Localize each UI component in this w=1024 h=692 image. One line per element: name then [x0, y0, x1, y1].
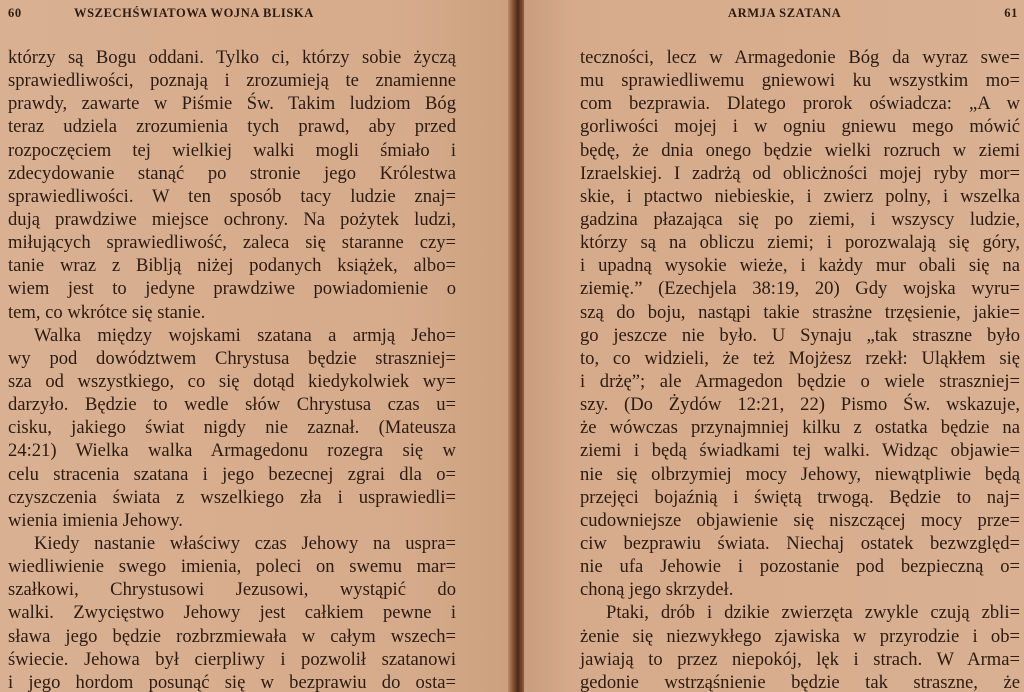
text-line: tanie wraz z Biblją niżej podanych książek, albo= — [8, 255, 456, 277]
text-line: wy pod dowództwem Chrystusa będzie straszniej= — [8, 347, 456, 369]
text-line: szałkowi, Chrystusowi Jezusowi, wystąpić do — [8, 579, 456, 601]
page-number-left: 60 — [8, 6, 22, 20]
text-line: Walka między wojskami szatana a armją Jeho= — [34, 324, 456, 346]
text-line: teraz udziela zrozumienia tych prawd, aby przed — [8, 116, 456, 138]
text-line: celu stracenia szatana i jego bezecnej zgrai dla o= — [8, 463, 456, 485]
text-line: miłujących sprawiedliwość, zaleca się staranne czy= — [8, 232, 456, 254]
text-line: cisku, jakiego świat nigdy nie zaznał. (Mateusza — [8, 417, 456, 439]
text-line: zdecydowanie stanąć po stronie jego Królestwa — [8, 162, 456, 184]
right-page — [524, 0, 1024, 692]
text-line: szą do boju, nastąpi takie strasżne trzęsienie, jakie= — [580, 301, 1020, 323]
text-line: 24:21) Wielka walka Armagedonu rozegra się w — [8, 440, 456, 462]
text-line: tem, co wkrótce się stanie. — [8, 301, 206, 323]
text-line: wiedliwienie swego imienia, poleci on swemu mar= — [8, 556, 456, 578]
running-title-left: WSZECHŚWIATOWA WOJNA BLISKA — [74, 6, 314, 20]
text-line: którzy są na obliczu ziemi; i porozwalają się góry, — [580, 232, 1020, 254]
text-line: jawiają to przez niepokój, lęk i strach. W Arma= — [580, 648, 1020, 670]
text-line: sprawiedliwości, poznają i zrozumieją te znamienne — [8, 70, 456, 92]
text-line: szy. (Do Żydów 12:21, 22) Pismo Św. wskazuje, — [580, 394, 1020, 416]
text-line: wiem jest to jedyne prawdziwe powiadomienie o — [8, 278, 456, 300]
text-line: Izraelskiej. I zadrżą od oblicżności mojej ryby mor= — [580, 162, 1020, 184]
text-line: gorliwości mojej i w ogniu gniewu mego mówić — [580, 116, 1020, 138]
text-line: wienia imienia Jehowy. — [8, 509, 183, 531]
running-head-right — [532, 6, 1018, 24]
text-line: to, co widzieli, że też Mojżesz rzekł: Uląkłem się — [580, 347, 1020, 369]
text-line: czyszczenia świata z wszelkiego zła i usprawiedli= — [8, 486, 456, 508]
text-line: Ptaki, drób i dzikie zwierzęta zwykle czują zbli= — [606, 602, 1020, 624]
text-line: cudowniejsze objawienie się niszczącej mocy prze= — [580, 509, 1020, 531]
running-title-right: ARMJA SZATANA — [728, 6, 842, 20]
text-line: żenie się niezwykłego zjawiska w przyrodzie i ob= — [580, 625, 1020, 647]
text-line: walki. Zwycięstwo Jehowy jest całkiem pewne i — [8, 602, 456, 624]
text-line: nie się olbrzymiej mocy Jehowy, niewątpliwie będą — [580, 463, 1020, 485]
text-line: sza od wszystkiego, co się dotąd kiedykolwiek wy= — [8, 370, 456, 392]
text-line: ziemię.” (Ezechjela 38:19, 20) Gdy wojska wyru= — [580, 278, 1020, 300]
text-line: i upadną wysokie wieże, i każdy mur obali się na — [580, 255, 1020, 277]
text-line: świecie. Jehowa był cierpliwy i pozwolił szatanowi — [8, 648, 456, 670]
text-line: dują prawdziwe miejsce ochrony. Na pożytek ludzi, — [8, 208, 456, 230]
text-line: sława jego będzie rozbrzmiewała w całym wszech= — [8, 625, 456, 647]
right-page-body — [580, 46, 1020, 692]
running-head-left — [8, 6, 492, 24]
text-line: sprawiedliwości. W ten sposób tacy ludzie znaj= — [8, 185, 456, 207]
text-line: nie ufa Jehowie i pozostanie pod bezpieczną o= — [580, 556, 1020, 578]
text-line: i jego hordom posunąć się w bezprawiu do osta= — [8, 671, 456, 692]
text-line: przejęci bojaźnią i świętą trwogą. Będzie to naj= — [580, 486, 1020, 508]
text-line: darzyło. Będzie to wedle słów Chrystusa czas u= — [8, 394, 456, 416]
text-line: że wówczas przynajmniej kilku z ostatka będzie na — [580, 417, 1020, 439]
text-line: ciw bezprawiu świata. Niechaj ostatek bezwzględ= — [580, 532, 1020, 554]
text-line: będę, że dnia onego będzie wielki rozruch w ziemi — [580, 139, 1020, 161]
text-line: Kiedy nastanie właściwy czas Jehowy na uspra= — [34, 532, 456, 554]
text-line: rozpoczęciem tej wielkiej walki mogli śmiało i — [8, 139, 456, 161]
text-line: go jeszcze nie było. U Synaju „tak straszne było — [580, 324, 1020, 346]
text-line: com bezprawia. Dlatego prorok oświadcza: „A w — [580, 93, 1020, 115]
text-line: i drżę”; ale Armagedon będzie o wiele straszniej= — [580, 370, 1020, 392]
text-line: którzy są Bogu oddani. Tylko ci, którzy sobie życzą — [8, 47, 456, 68]
text-line: skie, i ptactwo niebieskie, i zwierz polny, i wszelka — [580, 185, 1020, 207]
left-page-body — [8, 46, 456, 692]
text-line: mu sprawiedliwemu gniewowi ku wszystkim mo= — [580, 70, 1020, 92]
text-line: teczności, lecz w Armagedonie Bóg da wyraz swe= — [580, 47, 1020, 68]
page-number-right: 61 — [1004, 6, 1018, 20]
text-line: prawdy, zawarte w Piśmie Św. Takim ludziom Bóg — [8, 93, 456, 115]
text-line: ziemi i będą świadkami tej walki. Widząc objawie= — [580, 440, 1020, 462]
text-line: gedonie wstrząśnienie będzie tak straszne, że — [580, 671, 1020, 692]
text-line: gadzina płazająca się po ziemi, i wszyscy ludzie, — [580, 208, 1020, 230]
text-line: choną jego skrzydeł. — [580, 579, 734, 601]
